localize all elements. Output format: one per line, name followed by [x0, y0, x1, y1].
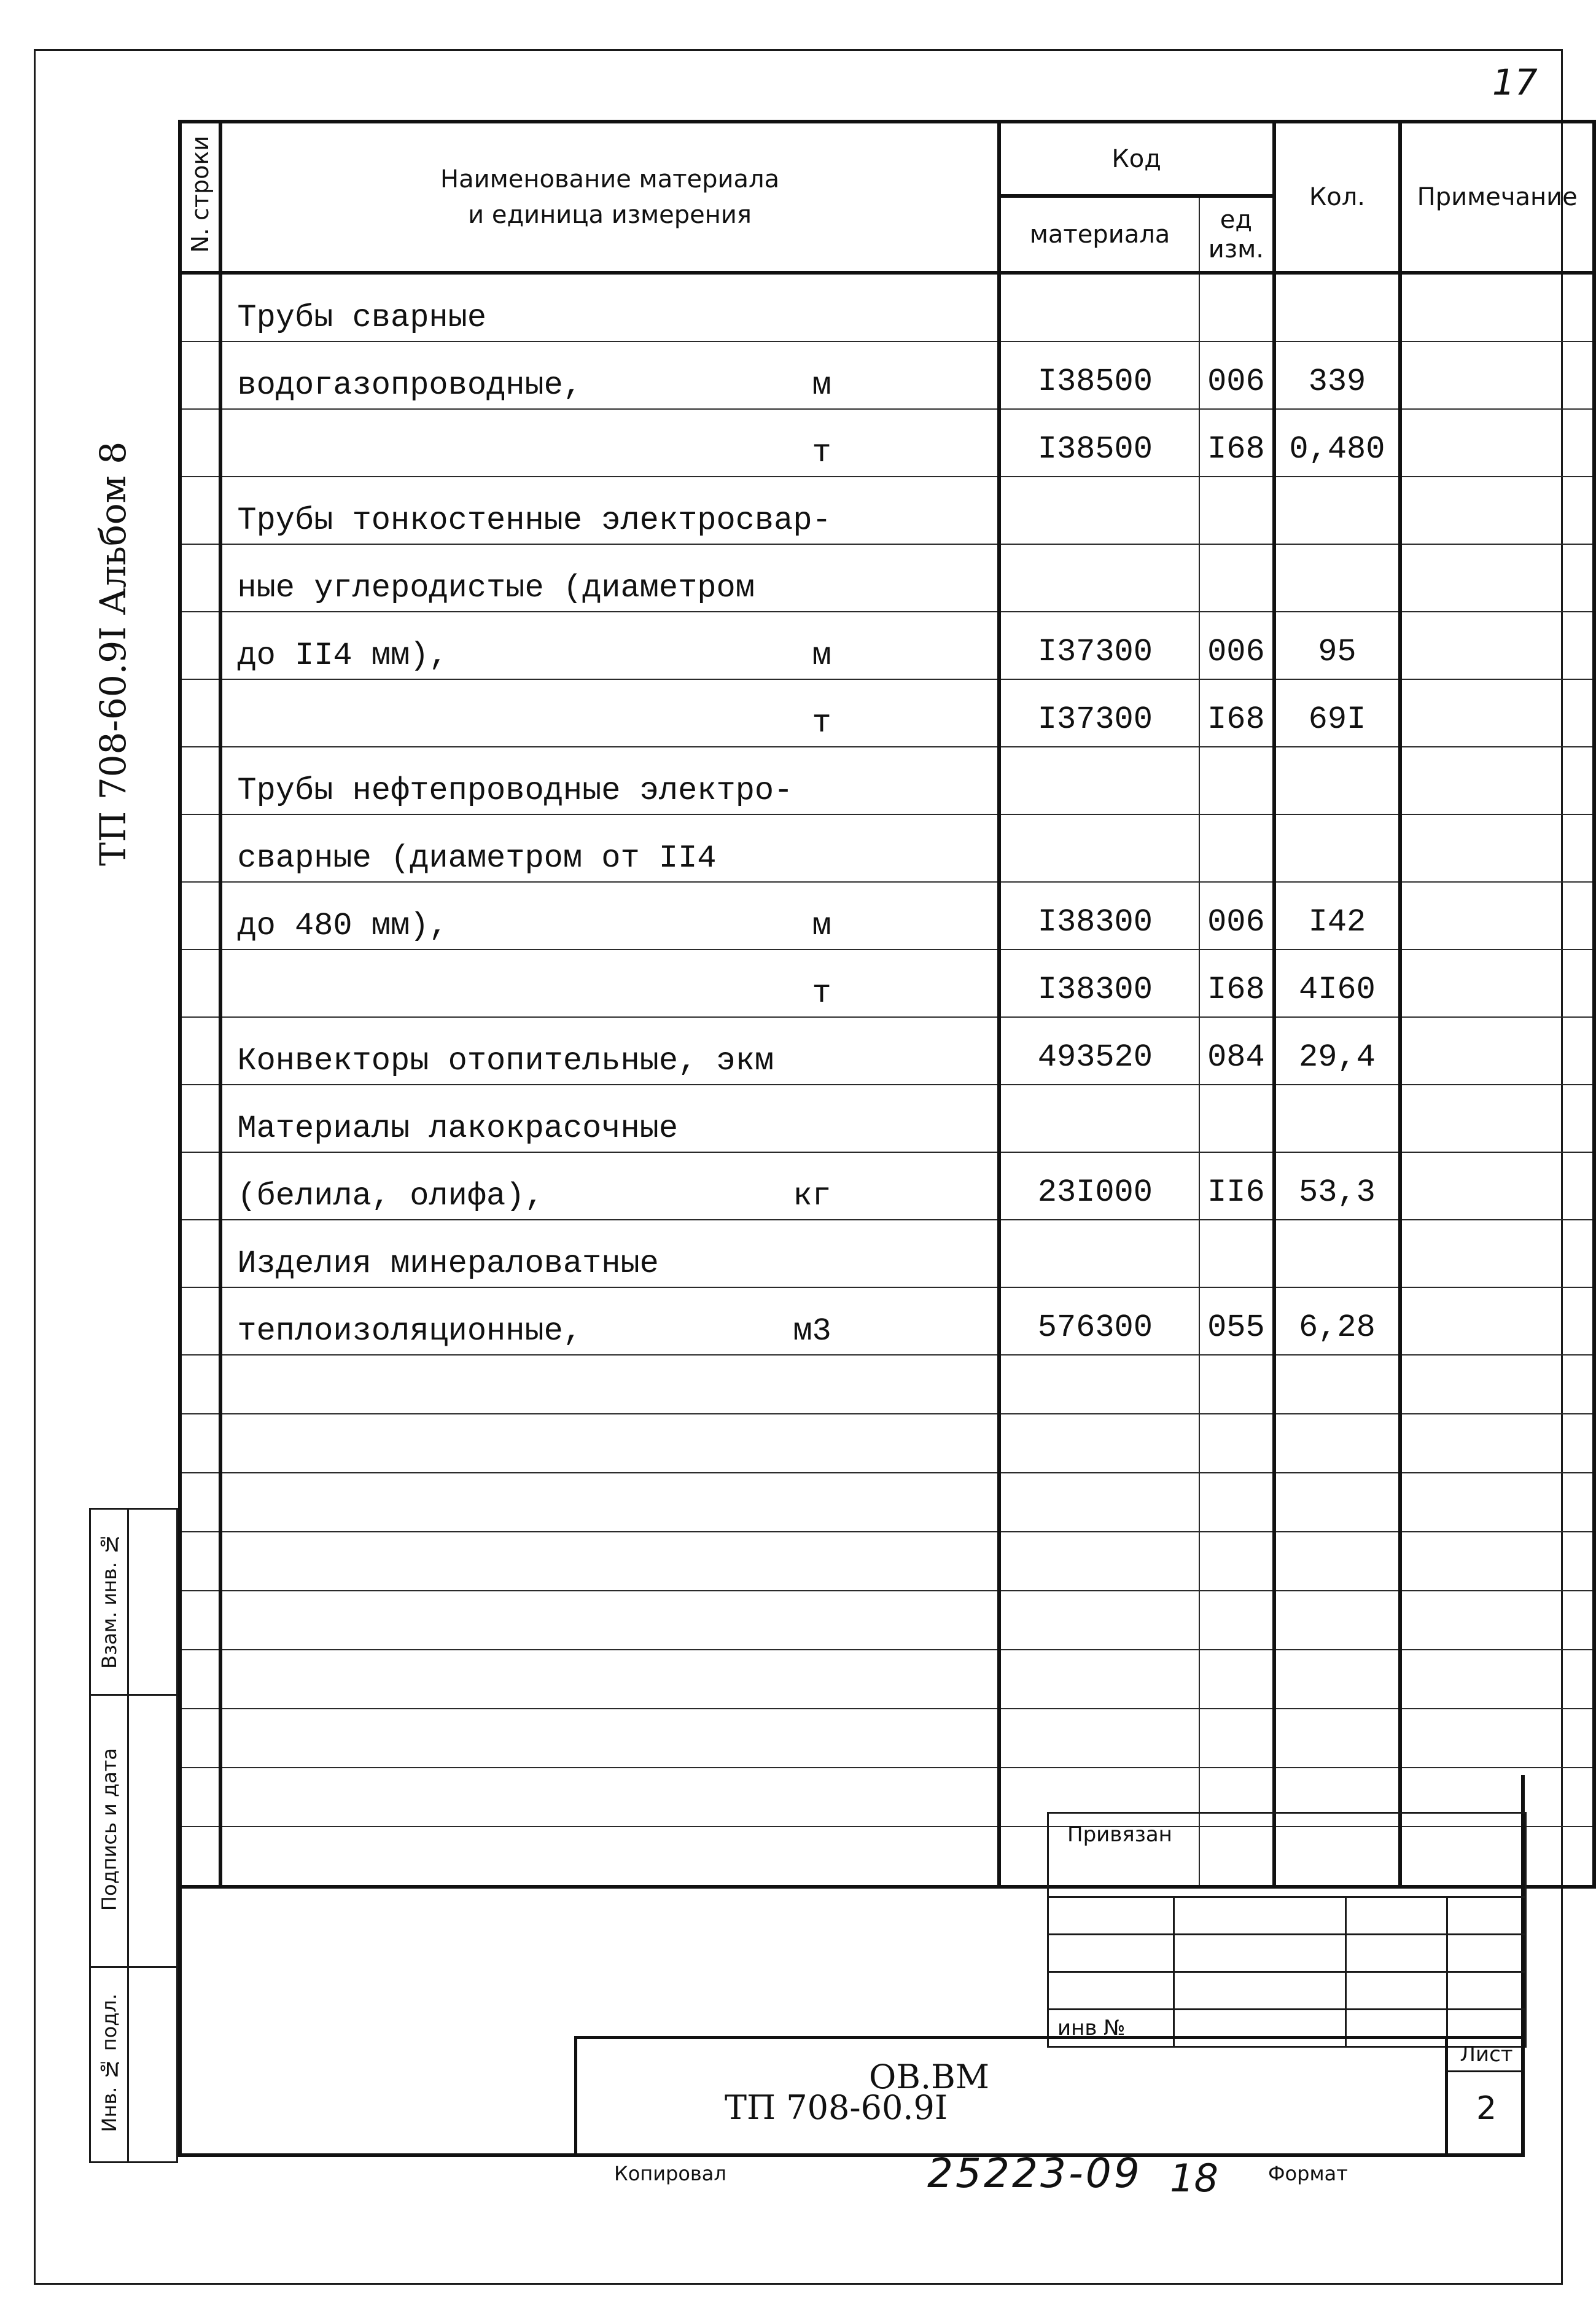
sheet-index: 18: [1170, 2156, 1218, 2201]
podpis-label: Подпись и дата: [97, 1747, 121, 1911]
material-name: Трубы нефтепроводные электро-: [237, 773, 793, 809]
table-row: т I37300 I68 69I: [180, 679, 1594, 747]
table-row: (белила, олифа), кг 23I000 II6 53,3: [180, 1152, 1594, 1220]
material-name: сварные (диаметром от II4: [237, 840, 717, 876]
material-name: ные углеродистые (диаметром: [237, 570, 755, 606]
sheet-number: 2: [1476, 2090, 1497, 2127]
table-row: [180, 1591, 1594, 1650]
inv-no-label: инв №: [1048, 2010, 1174, 2047]
side-stamp: [89, 1508, 178, 2163]
table-row: [180, 747, 1594, 814]
table-row: [180, 477, 1594, 544]
material-name: водогазопроводные,: [237, 367, 583, 404]
copied-label: Копировал: [614, 2162, 726, 2185]
material-name: до 480 мм),: [237, 908, 448, 944]
album-label: ТП 708-60.9I Альбом 8: [92, 441, 134, 866]
table-row: [180, 1220, 1594, 1287]
table-row: [180, 1355, 1594, 1414]
table-row: [180, 1473, 1594, 1532]
doc-suffix: ОВ.ВМ: [869, 2058, 990, 2096]
sheet-box: [1445, 2036, 1525, 2157]
inv-podl-label: Инв. № подл.: [97, 1994, 121, 2132]
table-row: [180, 544, 1594, 612]
table-row: Конвекторы отопительные, экм 493520 084 29,4: [180, 1017, 1594, 1085]
material-name: Конвекторы отопительные, экм: [237, 1043, 774, 1079]
title-block: [574, 2036, 1525, 2157]
vzam-label: Взам. инв. №: [97, 1532, 121, 1669]
qty-header: Кол.: [1274, 122, 1401, 273]
table-row: теплоизоляционные, м3 576300 055 6,28: [180, 1287, 1594, 1355]
sheet-label: Лист: [1448, 2042, 1525, 2072]
table-row: т I38500 I68 0,480: [180, 409, 1594, 477]
name-header: Наименование материала и единица измерения: [220, 122, 998, 273]
table-row: т I38300 I68 4I60: [180, 950, 1594, 1017]
table-row: до 480 мм), м I38300 006 I42: [180, 882, 1594, 950]
format-label: Формат: [1268, 2162, 1348, 2185]
code-header: Код: [999, 122, 1274, 196]
binding-box: [1047, 1812, 1527, 2048]
table-row: [180, 1532, 1594, 1591]
material-name: Трубы тонкостенные электросвар-: [237, 502, 831, 539]
material-name: Материалы лакокрасочные: [237, 1110, 679, 1147]
bound-label: Привязан: [1048, 1813, 1526, 1897]
lower-left-line: [178, 1775, 182, 2157]
order-number: 25223-09: [927, 2150, 1142, 2197]
table-row: [180, 1709, 1594, 1768]
page-number: 17: [1492, 61, 1538, 103]
materials-table: [178, 120, 1596, 1889]
unit-code-header: ед изм.: [1199, 196, 1274, 273]
material-code-header: материала: [999, 196, 1200, 273]
row-number-header: N. строки: [180, 122, 220, 273]
table-row: [180, 1085, 1594, 1152]
material-name: (белила, олифа),: [237, 1178, 544, 1214]
table-row: [180, 273, 1594, 341]
material-name: теплоизоляционные,: [237, 1313, 583, 1349]
table-row: до II4 мм), м I37300 006 95: [180, 612, 1594, 679]
table-row: водогазопроводные, м I38500 006 339: [180, 341, 1594, 409]
doc-code: ТП 708-60.9I: [725, 2088, 948, 2127]
material-name: Изделия минераловатные: [237, 1246, 659, 1282]
note-header: Примечание: [1400, 122, 1594, 273]
table-row: [180, 1650, 1594, 1709]
table-row: [180, 814, 1594, 882]
material-name: Трубы сварные: [237, 300, 487, 336]
material-name: до II4 мм),: [237, 638, 448, 674]
table-row: [180, 1414, 1594, 1473]
